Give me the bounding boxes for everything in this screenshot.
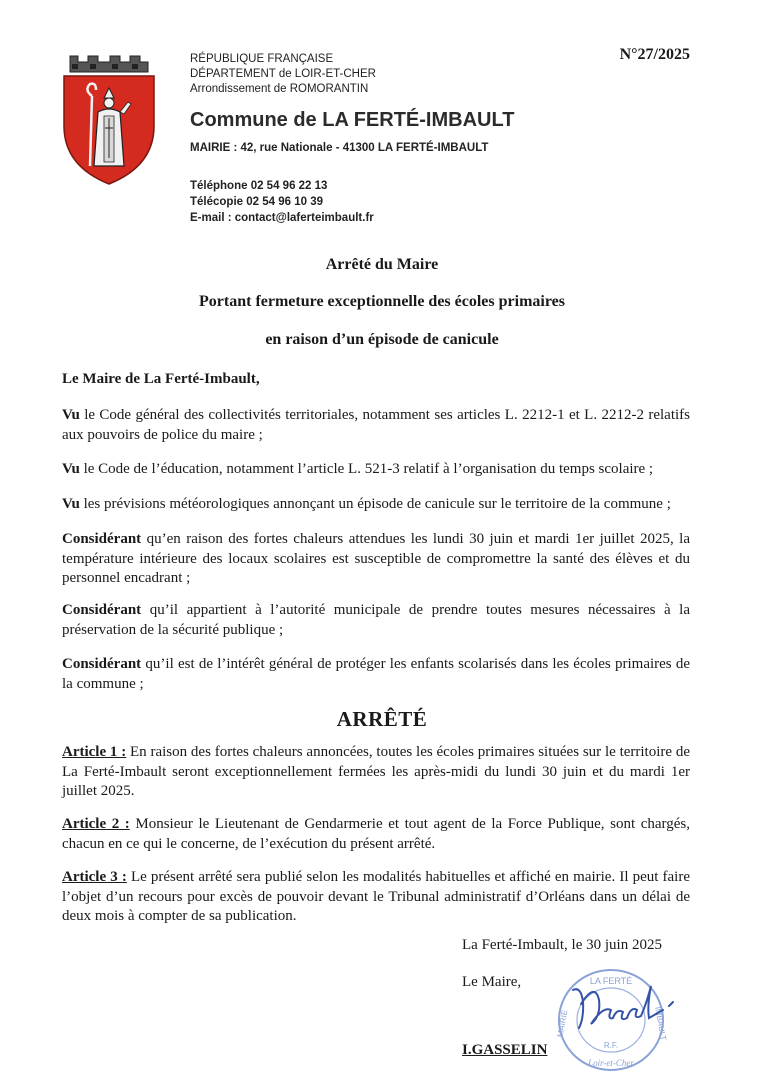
- title-arrete-du-maire: Arrêté du Maire: [325, 256, 439, 273]
- mairie-address: MAIRIE : 42, rue Nationale - 41300 LA FERTÉ-IMBAULT: [190, 142, 489, 154]
- republic-label: RÉPUBLIQUE FRANÇAISE: [190, 53, 334, 65]
- coat-of-arms-icon: [60, 54, 158, 186]
- department-label: DÉPARTEMENT de LOIR-ET-CHER: [190, 68, 376, 80]
- title-subject: Portant fermeture exceptionnelle des écoles primaires: [199, 293, 565, 310]
- intro-line: Le Maire de La Ferté-Imbault,: [62, 371, 260, 387]
- stamp-center-text: R.F.: [603, 1041, 619, 1050]
- mairie-stamp-icon: [551, 962, 681, 1072]
- considerant-paragraph: Considérant qu’il est de l’intérêt général de protéger les enfants scolarisés dans les écoles primaires de la commune ;: [62, 656, 690, 692]
- telephone: Téléphone 02 54 96 22 13: [190, 180, 328, 192]
- stamp-bottom-text: Loir-et-Cher: [588, 1058, 634, 1068]
- considerant-paragraph: Considérant qu’il appartient à l’autorité municipale de prendre toutes mesures nécessaires à la préservation de la sécurité publique ;: [62, 602, 690, 638]
- article-3: Article 3 : Le présent arrêté sera publié selon les modalités habituelles et affiché en mairie. Il peut faire l’objet d’un recours pour excès de pouvoir devant le Tribunal administratif d’Orléans dans un délai de deux mois à compter de sa publication.: [62, 869, 690, 924]
- considerant-paragraph: Considérant qu’en raison des fortes chaleurs attendues les lundi 30 juin et mardi 1er juillet 2025, la température intérieure des locaux scolaires est susceptible de compromettre la santé des élèves et du personnel encadrant ;: [62, 531, 690, 586]
- article-2: Article 2 : Monsieur le Lieutenant de Gendarmerie et tout agent de la Force Publique, sont chargés, chacun en ce qui le concerne, de l’exécution du présent arrêté.: [62, 816, 690, 852]
- vu-paragraph: Vu les prévisions météorologiques annonçant un épisode de canicule sur le territoire de la commune ;: [62, 496, 671, 512]
- arrondissement-label: Arrondissement de ROMORANTIN: [190, 83, 369, 95]
- signature-role: Le Maire,: [462, 974, 522, 990]
- article-1: Article 1 : En raison des fortes chaleurs annoncées, toutes les écoles primaires situées sur le territoire de La Ferté-Imbault seront exceptionnellement fermées les après-midi du lundi 30 juin et du mardi 1er juillet 2025.: [62, 744, 690, 799]
- vu-paragraph: Vu le Code général des collectivités territoriales, notamment ses articles L. 2212-1 et L. 2212-2 relatifs aux pouvoirs de police du maire ;: [62, 407, 690, 443]
- stamp-left-text: MAIRIE: [555, 1009, 570, 1038]
- signature-date: La Ferté-Imbault, le 30 juin 2025: [462, 937, 662, 953]
- signatory-name: I.GASSELIN: [462, 1042, 548, 1058]
- title-reason: en raison d’un épisode de canicule: [265, 331, 499, 348]
- document-number: N°27/2025: [619, 46, 690, 63]
- email: E-mail : contact@laferteimbault.fr: [190, 212, 374, 224]
- arrete-heading: ARRÊTÉ: [336, 707, 428, 731]
- stamp-top-text: LA FERTÉ: [589, 976, 633, 986]
- vu-paragraph: Vu le Code de l’éducation, notamment l’article L. 521-3 relatif à l’organisation du temps scolaire ;: [62, 461, 654, 477]
- commune-title: Commune de LA FERTÉ-IMBAULT: [190, 109, 515, 131]
- telecopie: Télécopie 02 54 96 10 39: [190, 196, 323, 208]
- stamp-right-text: IMBAULT: [653, 1006, 668, 1042]
